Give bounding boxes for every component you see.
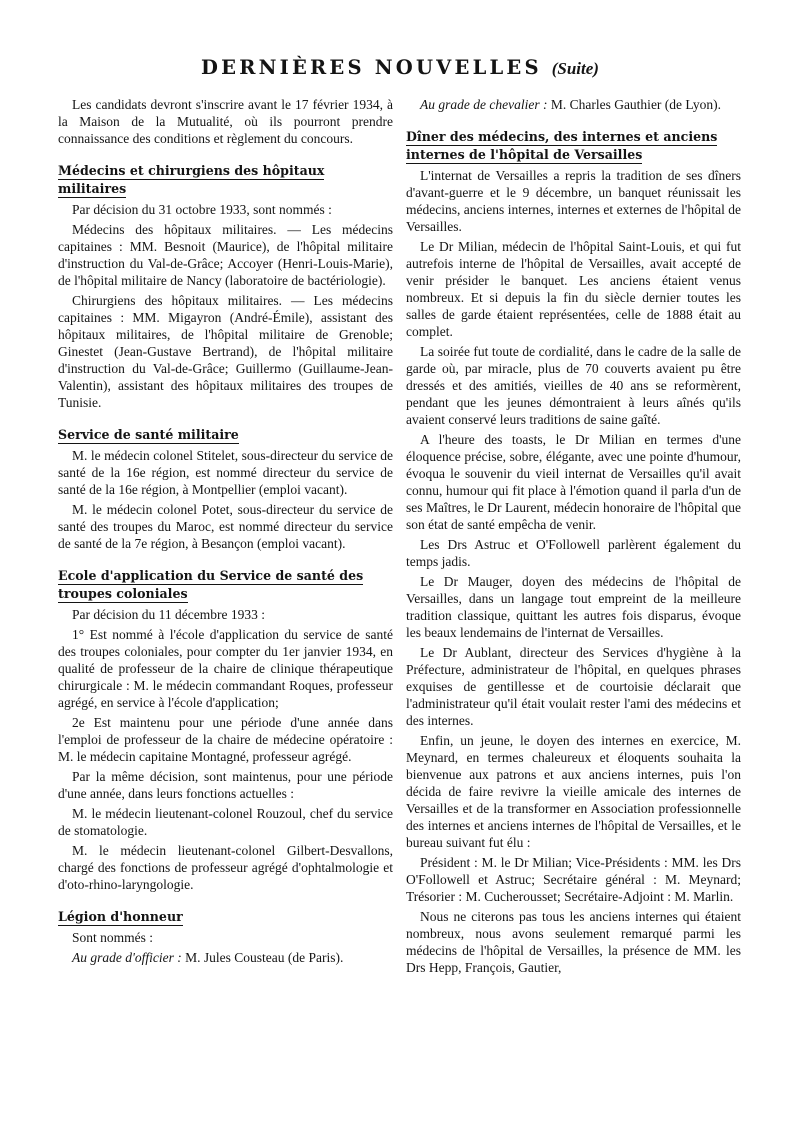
chevalier-paragraph: Au grade de chevalier : M. Charles Gauthier (de Lyon). <box>420 97 722 112</box>
section-heading-service-sante: Service de santé militaire <box>58 427 239 442</box>
page-title-suite: (Suite) <box>551 59 599 78</box>
paragraph: M. le médecin colonel Potet, sous-directeur du service de santé des troupes du Maroc, est nommé directeur du service de santé de la 7e région, à Besançon (emploi vacant). <box>58 502 393 551</box>
section-heading-ecole-application: Ecole d'application du Service de santé des troupes coloniales <box>58 568 364 601</box>
paragraph: Le Dr Milian, médecin de l'hôpital Saint-Louis, et qui fut autrefois interne de l'hôpital de Versailles, avait accepté de venir présider le banquet. Les anciens étaient venus nombreux. Et si depuis la fin du siècle dernier toutes les salles de garde étaient représentées, celle de 1888 était au complet. <box>406 239 741 339</box>
paragraph: Le Dr Mauger, doyen des médecins de l'hôpital de Versailles, dans un langage tout empreint de la meilleure tradition classique, quittant les autres fois disparus, évoque les beaux lendemains de l'internat de Versailles. <box>406 574 741 640</box>
paragraph: La soirée fut toute de cordialité, dans le cadre de la salle de garde où, par miracle, plus de 70 couverts avaient pu être dressés et des amitiés, vieilles de 40 ans se reformèrent, pendant que les jeunes démontraient à leurs aînés qu'ils avaient conservé leurs traditions de saine gaîté. <box>406 344 741 427</box>
paragraph: M. le médecin lieutenant-colonel Rouzoul, chef du service de stomatologie. <box>58 806 393 838</box>
left-column <box>58 96 393 1146</box>
paragraph: Les Drs Astruc et O'Followell parlèrent également du temps jadis. <box>406 537 741 569</box>
paragraph: Nous ne citerons pas tous les anciens internes qui étaient nombreux, nous avons seulement remarqué parmi les médecins de l'hôpital de Versailles, la présence de MM. les Drs Hepp, François, Gautier, <box>406 909 741 975</box>
paragraph: Médecins des hôpitaux militaires. — Les médecins capitaines : MM. Besnoit (Maurice), de l'hôpital militaire d'instruction du Val-de-Grâce; Accoyer (Henri-Louis-Marie), de l'hôpital militaire de Nancy (laboratoire de bactériologie). <box>58 222 393 288</box>
paragraph: M. le médecin colonel Stitelet, sous-directeur du service de santé de la 16e région, est nommé directeur du service de santé de la 16e région, à Montpellier (emploi vacant). <box>58 448 393 497</box>
section-heading-legion-honneur: Légion d'honneur <box>58 909 183 924</box>
paragraph: Chirurgiens des hôpitaux militaires. — Les médecins capitaines : MM. Migayron (André-Émile), assistant des hôpitaux militaires, de l'hôpital militaire de Grenoble; Ginestet (Jean-Gustave Bertrand), de l'hôpital militaire d'instruction du Val-de-Grâce; Guillermo (Guillaume-Jean-Valentin), assistant des hôpitaux militaires des troupes de Tunisie. <box>58 293 393 410</box>
paragraph: Enfin, un jeune, le doyen des internes en exercice, M. Meynard, en termes chaleureux et éloquents souhaita la bienvenue aux patrons et aux anciens internes, puis l'on décida de faire revivre la vieille amicale des internes de Versailles et de la transformer en Association professionnelle des internes et anciens internes de l'hôpital de Versailles, et le bureau suivant fut élu : <box>406 733 741 850</box>
paragraph: Président : M. le Dr Milian; Vice-Présidents : MM. les Drs O'Followell et Astruc; Secrétaire général : M. Meynard; Trésorier : M. Cucherousset; Secrétaire-Adjoint : M. Marlin. <box>406 855 741 904</box>
paragraph: Le Dr Aublant, directeur des Services d'hygiène à la Préfecture, administrateur de l'hôpital, en quelques phrases exquises de gentillesse et de courtoisie déclarait que l'administrateur qu'il était voulait rester l'ami des médecins et des internes. <box>406 645 741 728</box>
grade-label: Au grade de chevalier : <box>420 97 548 112</box>
paragraph: M. le médecin lieutenant-colonel Gilbert-Desvallons, chargé des fonctions de professeur agrégé d'ophtalmologie et d'oto-rhino-laryngologie. <box>58 843 393 892</box>
paragraph: Par la même décision, sont maintenus, pour une période d'une année, dans leurs fonctions actuelles : <box>58 769 393 801</box>
section-heading-diner-versailles: Dîner des médecins, des internes et anciens internes de l'hôpital de Versailles <box>406 129 718 162</box>
paragraph: 2e Est maintenu pour une période d'une année dans l'emploi de professeur de la chaire de médecine opératoire : M. le médecin capitaine Montagné, professeur agrégé. <box>58 715 393 764</box>
grade-label: Au grade d'officier : <box>72 950 182 965</box>
intro-paragraph: Les candidats devront s'inscrire avant le 17 février 1934, à la Maison de la Mutualité, où ils pourront prendre connaissance des conditions et règlement du concours. <box>58 97 393 146</box>
officier-paragraph: Au grade d'officier : M. Jules Cousteau (de Paris). <box>72 950 344 965</box>
paragraph: Par décision du 31 octobre 1933, sont nommés : <box>72 202 332 217</box>
page-title: DERNIÈRES NOUVELLES <box>201 56 542 79</box>
paragraph: L'internat de Versailles a repris la tradition de ses dîners d'avant-guerre et le 9 décembre, un banquet réunissait les médecins, anciens internes, internes et externes de l'hôpital de Versailles. <box>406 168 741 234</box>
right-column <box>406 96 741 1146</box>
section-heading-hopitaux-militaires: Médecins et chirurgiens des hôpitaux militaires <box>58 163 325 196</box>
paragraph: Sont nommés : <box>72 930 154 945</box>
paragraph: A l'heure des toasts, le Dr Milian en termes d'une éloquence précise, sobre, élégante, avec une pointe d'humour, évoqua le souvenir du vieil internat de Versailles qu'il avait connu, humour qui fit place à l'émotion quand il parla d'un de ses Maîtres, le Dr Laurent, médecin honoraire de l'hôpital que son état de santé empêcha de venir. <box>406 432 741 532</box>
page-header <box>0 56 800 90</box>
paragraph: 1° Est nommé à l'école d'application du service de santé des troupes coloniales, pour compter du 1er janvier 1934, en qualité de professeur de la chaire de clinique thérapeutique chirurgicale : M. le médecin commandant Roques, professeur agrégé, en service à l'école d'application; <box>58 627 393 710</box>
paragraph: Par décision du 11 décembre 1933 : <box>72 607 265 622</box>
